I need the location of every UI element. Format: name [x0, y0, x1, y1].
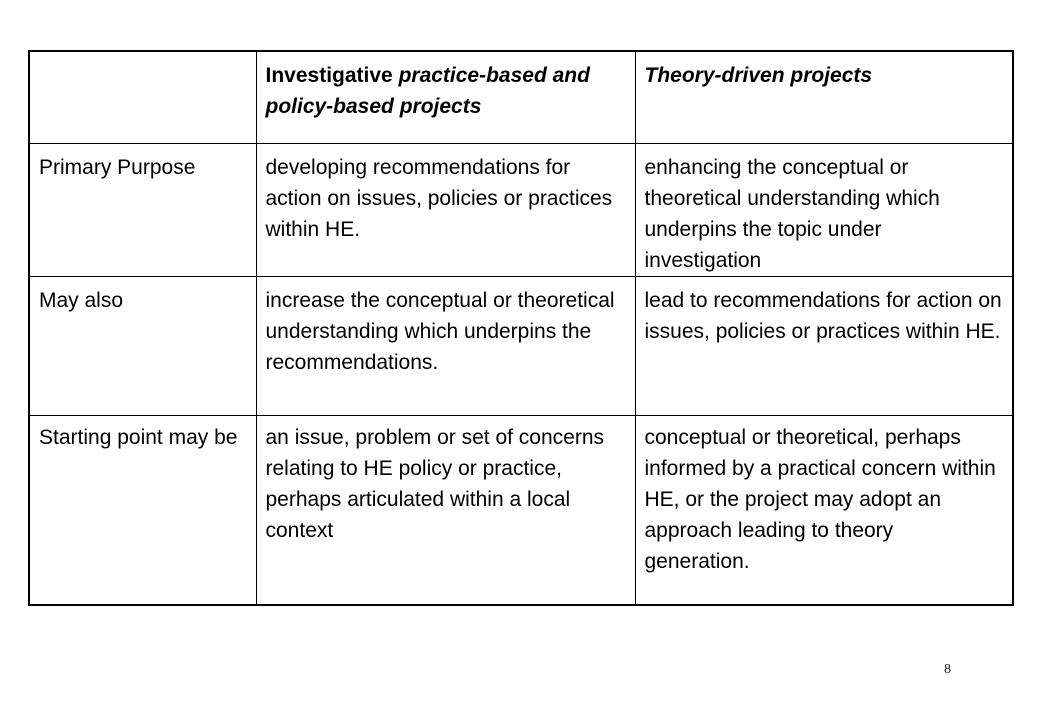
cell-investigative-primary-purpose: developing recommendations for action on issues, policies or practices within HE. — [256, 144, 635, 277]
row-label-starting-point: Starting point may be — [29, 416, 256, 606]
header-corner-cell — [29, 51, 256, 144]
header-investigative-word: Investigative — [265, 64, 399, 87]
cell-theory-may-also: lead to recommendations for action on issues, policies or practices within HE. — [635, 277, 1013, 416]
cell-theory-primary-purpose: enhancing the conceptual or theoretical understanding which underpins the topic under investigation — [635, 144, 1013, 277]
page-number: 8 — [944, 662, 951, 677]
table-row — [29, 144, 1013, 277]
cell-investigative-starting-point: an issue, problem or set of concerns relating to HE policy or practice, perhaps articulated within a local context — [256, 416, 635, 606]
comparison-table — [28, 50, 1014, 606]
cell-theory-starting-point: conceptual or theoretical, perhaps informed by a practical concern within HE, or the project may adopt an approach leading to theory generation. — [635, 416, 1013, 606]
header-practice-policy-based: practice-based and policy-based projects — [265, 64, 590, 118]
header-investigative-projects — [256, 51, 635, 144]
cell-investigative-may-also: increase the conceptual or theoretical understanding which underpins the recommendations. — [256, 277, 635, 416]
header-theory-driven-projects: Theory-driven projects — [635, 51, 1013, 144]
table-row — [29, 416, 1013, 606]
table-header-row — [29, 51, 1013, 144]
table-row — [29, 277, 1013, 416]
row-label-may-also: May also — [29, 277, 256, 416]
row-label-primary-purpose: Primary Purpose — [29, 144, 256, 277]
